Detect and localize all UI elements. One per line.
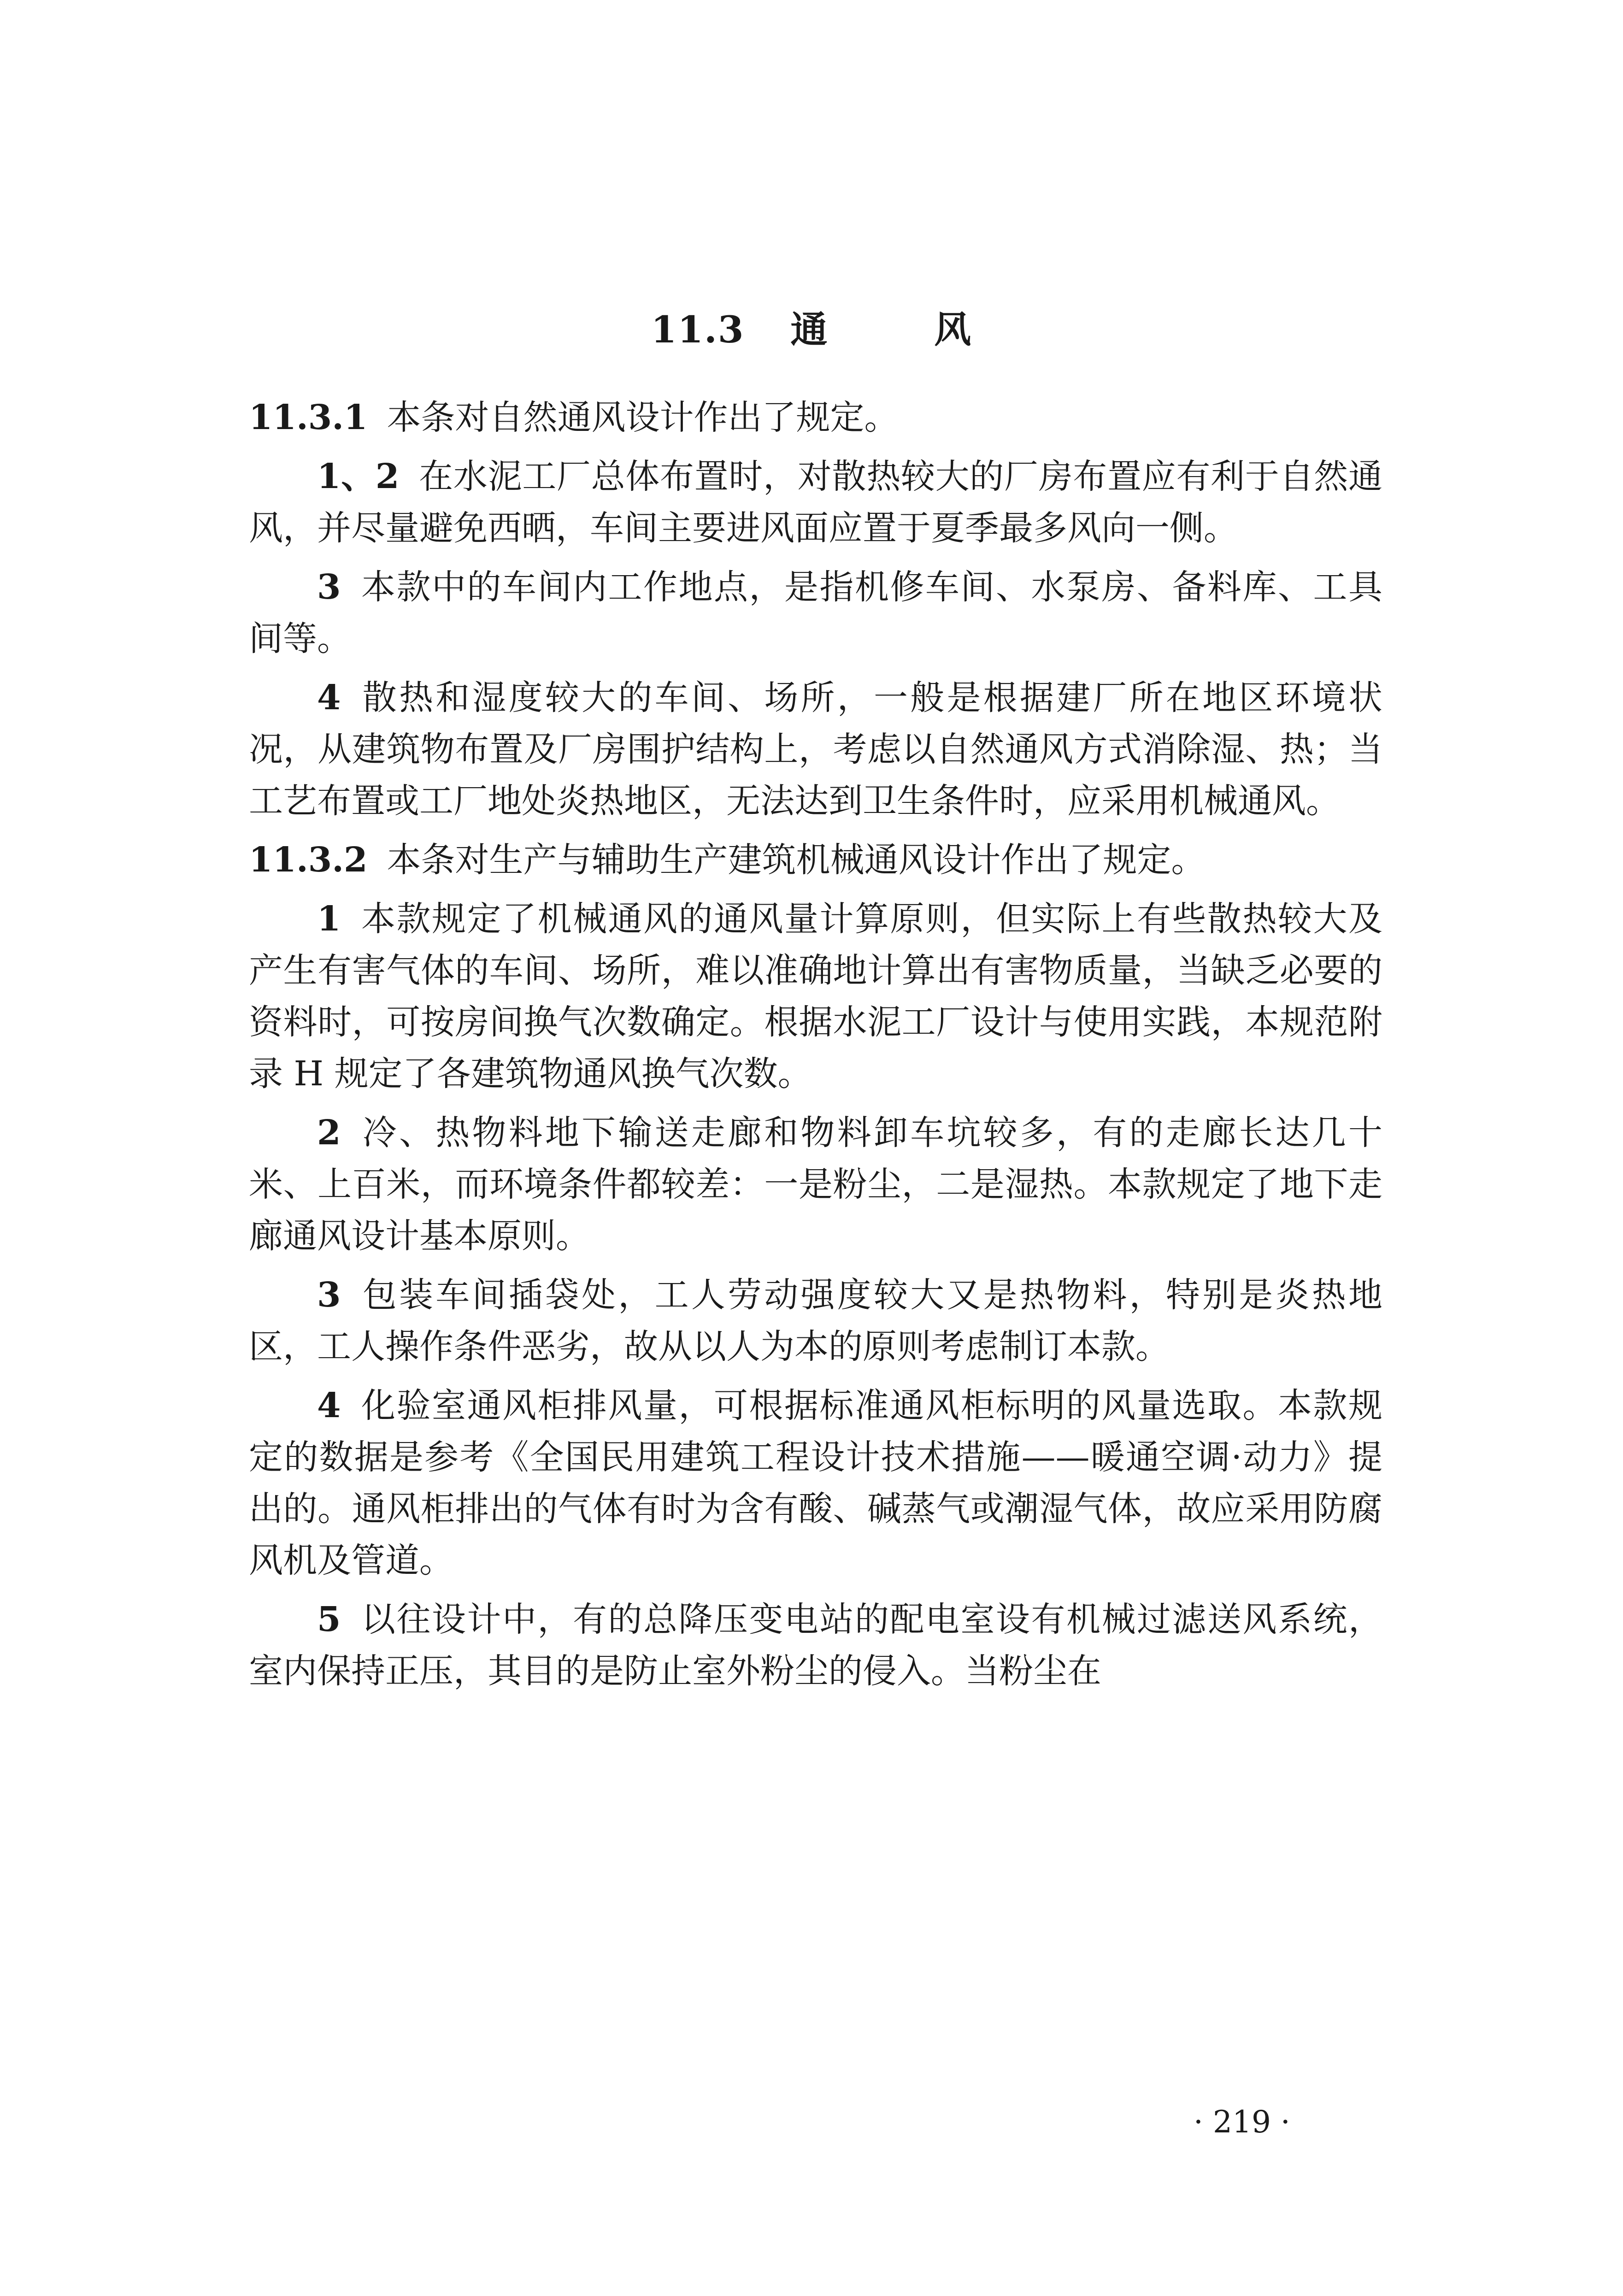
item-3b — [249, 1269, 1382, 1372]
section-title-part2: 风 — [934, 308, 972, 351]
item-text: 本款规定了机械通风的通风量计算原则，但实际上有些散热较大及产生有害气体的车间、场所，难以准确地计算出有害物质量，当缺乏必要的资料时，可按房间换气次数确定。根据水泥工厂设计与使用实践，本规范附录 H 规定了各建筑物通风换气次数。 — [249, 899, 1382, 1094]
item-text: 包装车间插袋处，工人劳动强度较大又是热物料，特别是炎热地区，工人操作条件恶劣，故从以人为本的原则考虑制订本款。 — [249, 1275, 1382, 1366]
clause-text: 本条对自然通风设计作出了规定。 — [387, 398, 899, 437]
item-3 — [249, 561, 1382, 665]
section-title-part1: 通 — [790, 308, 829, 351]
item-number: 2 — [317, 1113, 341, 1153]
item-text: 冷、热物料地下输送走廊和物料卸车坑较多，有的走廊长达几十米、上百米，而环境条件都较差：一是粉尘，二是湿热。本款规定了地下走廊通风设计基本原则。 — [249, 1113, 1382, 1256]
body-text — [249, 392, 1382, 1704]
item-2 — [249, 1107, 1382, 1262]
item-number: 1 — [317, 899, 341, 939]
item-4b — [249, 1380, 1382, 1586]
clause-number: 11.3.2 — [249, 840, 368, 880]
clause-11-3-1 — [249, 392, 1382, 443]
item-text: 散热和湿度较大的车间、场所，一般是根据建厂所在地区环境状况，从建筑物布置及厂房围护结构上，考虑以自然通风方式消除湿、热；当工艺布置或工厂地处炎热地区，无法达到卫生条件时，应采用机械通风。 — [249, 678, 1382, 821]
section-number: 11.3 — [651, 308, 745, 351]
item-text: 在水泥工厂总体布置时，对散热较大的厂房布置应有利于自然通风，并尽量避免西晒，车间主要进风面应置于夏季最多风向一侧。 — [249, 457, 1383, 548]
item-4 — [249, 672, 1382, 827]
page-number: · 219 · — [1194, 2104, 1290, 2140]
item-text: 本款中的车间内工作地点，是指机修车间、水泵房、备料库、工具间等。 — [249, 567, 1382, 659]
clause-text: 本条对生产与辅助生产建筑机械通风设计作出了规定。 — [387, 840, 1205, 880]
item-number: 5 — [317, 1600, 341, 1639]
item-number: 4 — [317, 678, 341, 718]
item-text: 化验室通风柜排风量，可根据标准通风柜标明的风量选取。本款规定的数据是参考《全国民用建筑工程设计技术措施——暖通空调·动力》提出的。通风柜排出的气体有时为含有酸、碱蒸气或潮湿气体，故应采用防腐风机及管道。 — [249, 1386, 1382, 1580]
item-number: 1、2 — [317, 457, 400, 496]
item-number: 4 — [317, 1386, 341, 1425]
clause-11-3-2 — [249, 834, 1382, 886]
item-text: 以往设计中，有的总降压变电站的配电室设有机械过滤送风系统，室内保持正压，其目的是防止室外粉尘的侵入。当粉尘在 — [249, 1600, 1382, 1691]
section-title — [0, 302, 1623, 357]
clause-number: 11.3.1 — [249, 398, 368, 437]
item-1-2 — [249, 451, 1382, 554]
item-number: 3 — [317, 567, 341, 607]
item-1 — [249, 893, 1382, 1100]
item-number: 3 — [317, 1275, 341, 1315]
item-5 — [249, 1594, 1382, 1697]
